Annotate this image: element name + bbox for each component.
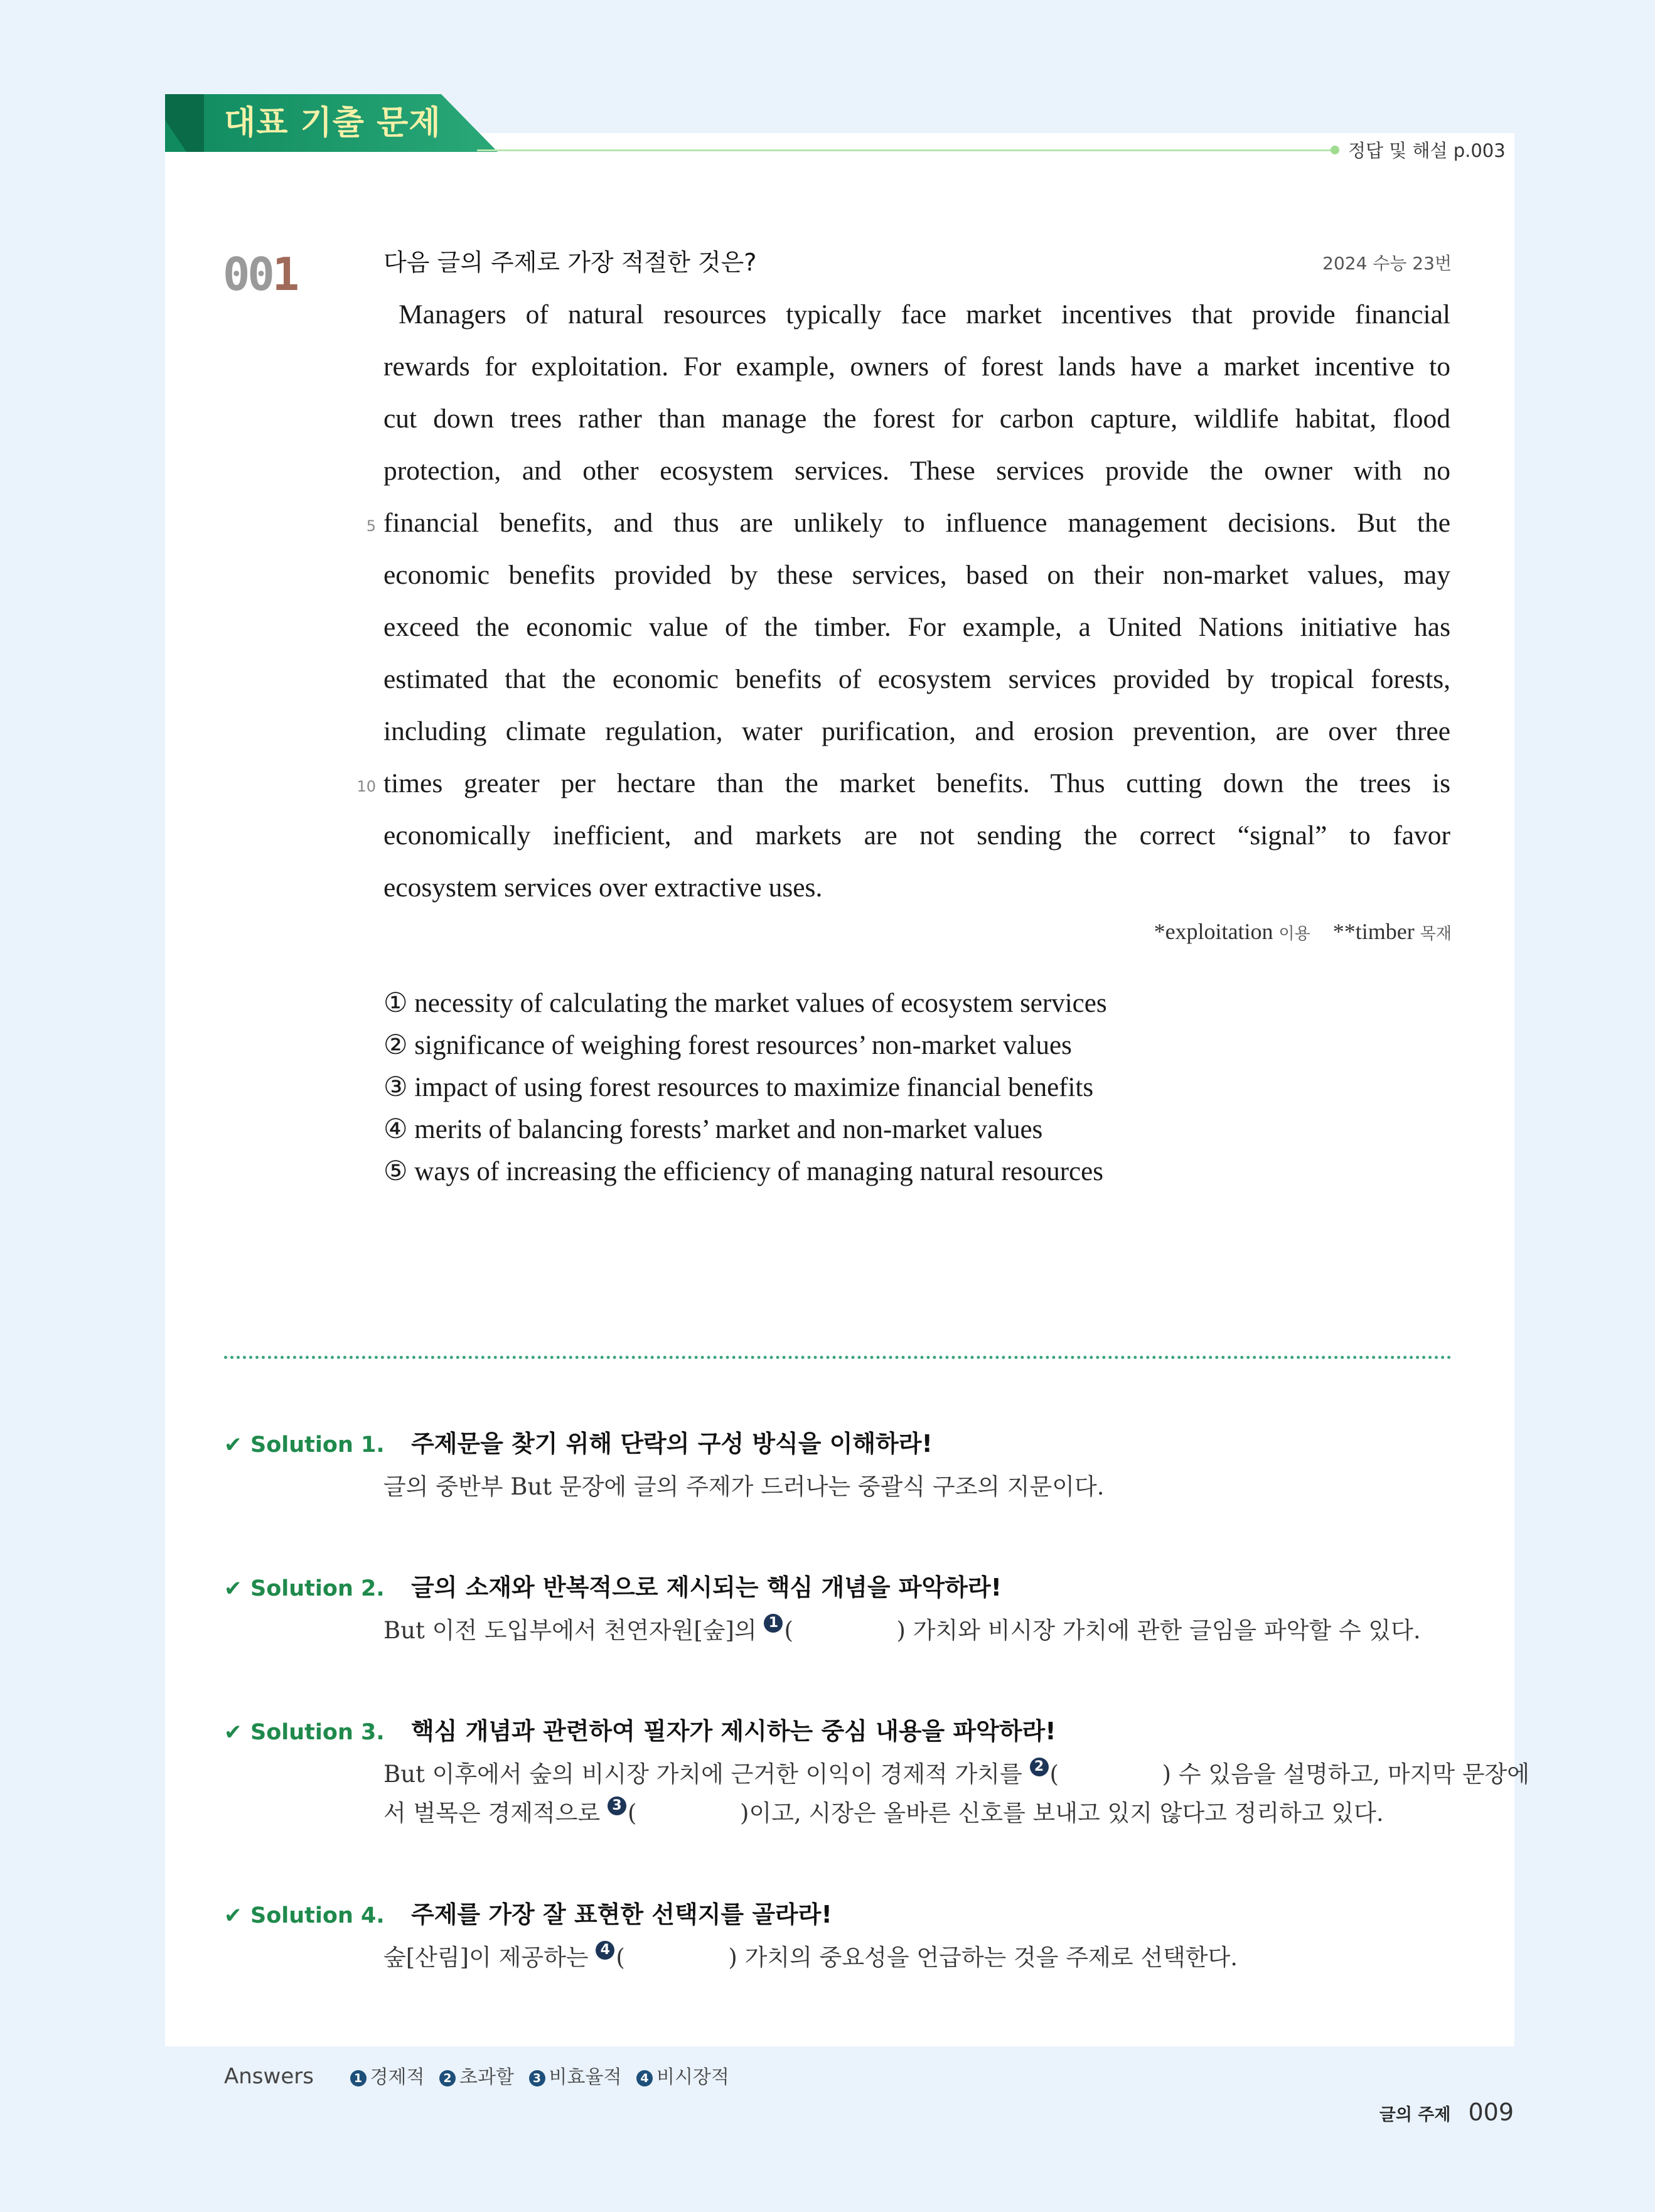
solution-text: ( ) 가치와 비시장 가치에 관한 글임을 파악할 수 있다. bbox=[784, 1617, 1421, 1644]
solution-label: Solution 3. bbox=[250, 1720, 385, 1745]
answer-number-badge: 3 bbox=[529, 2070, 545, 2086]
passage-line: rewards for exploitation. For example, owners of forest lands have a market incentive to bbox=[383, 352, 1450, 382]
question-number-prefix: 00 bbox=[223, 248, 272, 301]
solution-label: Solution 2. bbox=[250, 1576, 385, 1601]
line-number-5: 5 bbox=[366, 517, 376, 535]
solution-text: But 이후에서 숲의 비시장 가치에 근거한 이익이 경제적 가치를 bbox=[383, 1761, 1030, 1788]
answers-row bbox=[224, 2064, 738, 2090]
answer-number-badge: 2 bbox=[439, 2070, 456, 2086]
solution-1 bbox=[224, 1425, 1452, 1506]
solution-body-line bbox=[383, 1755, 1530, 1794]
solution-header bbox=[224, 1569, 1452, 1606]
footnote-meaning: 목재 bbox=[1420, 925, 1452, 943]
solution-label: Solution 1. bbox=[250, 1432, 385, 1458]
solution-4 bbox=[224, 1896, 1452, 1977]
question-source: 2024 수능 23번 bbox=[1322, 253, 1452, 274]
answer-number-badge: 1 bbox=[350, 2070, 367, 2086]
solution-header bbox=[224, 1712, 1452, 1750]
solution-text: 숲[산림]이 제공하는 bbox=[383, 1944, 596, 1971]
solution-body bbox=[383, 1611, 1452, 1650]
dotted-divider bbox=[224, 1356, 1452, 1359]
solution-text: ( )이고, 시장은 올바른 신호를 보내고 있지 않다고 정리하고 있다. bbox=[627, 1800, 1384, 1827]
solution-text: But 이전 도입부에서 천연자원[숲]의 bbox=[383, 1617, 764, 1644]
solution-text: ( ) 가치의 중요성을 언급하는 것을 주제로 선택한다. bbox=[616, 1944, 1238, 1971]
page-footer bbox=[1379, 2097, 1514, 2131]
answer-item bbox=[350, 2066, 425, 2088]
blank-number-badge: 3 bbox=[608, 1796, 626, 1815]
header-rule-dot bbox=[1331, 146, 1339, 154]
solution-label: Solution 4. bbox=[250, 1903, 385, 1928]
passage-line: protection, and other ecosystem services. These services provide the owner with no bbox=[383, 456, 1450, 486]
solution-body bbox=[383, 1755, 1530, 1833]
passage-line: financial benefits, and thus are unlikely to influence management decisions. But the bbox=[383, 508, 1450, 538]
question-prompt: 다음 글의 주제로 가장 적절한 것은? bbox=[383, 249, 757, 276]
passage-line: estimated that the economic benefits of ecosystem services provided by tropical forests, bbox=[383, 664, 1450, 694]
passage-line: ecosystem services over extractive uses. bbox=[383, 872, 823, 903]
solution-text: ( ) 수 있음을 설명하고, 마지막 문장에 bbox=[1049, 1761, 1530, 1788]
answers-label: Answers bbox=[224, 2064, 314, 2089]
passage-line: times greater per hectare than the market benefits. Thus cutting down the trees is bbox=[383, 768, 1450, 798]
choice-3[interactable]: ③ impact of using forest resources to maximize financial benefits bbox=[383, 1073, 1094, 1102]
answer-text: 경제적 bbox=[370, 2066, 425, 2088]
solution-header bbox=[224, 1896, 1452, 1933]
passage-line: including climate regulation, water purification, and erosion prevention, are over three bbox=[383, 716, 1450, 746]
answer-number-badge: 4 bbox=[636, 2070, 653, 2086]
passage-line: cut down trees rather than manage the forest for carbon capture, wildlife habitat, flood bbox=[383, 404, 1450, 434]
solution-header bbox=[224, 1425, 1452, 1463]
answer-item bbox=[439, 2066, 514, 2088]
solution-2 bbox=[224, 1569, 1452, 1650]
check-icon: ✔ bbox=[224, 1576, 242, 1601]
footer-section: 글의 주제 bbox=[1379, 2105, 1451, 2125]
footnote-term: **timber bbox=[1332, 919, 1415, 944]
footnote-term: *exploitation bbox=[1154, 919, 1273, 944]
question-number bbox=[223, 246, 297, 303]
solution-title: 주제를 가장 잘 표현한 선택지를 골라라! bbox=[411, 1901, 832, 1928]
blank-number-badge: 2 bbox=[1030, 1758, 1049, 1776]
choice-4[interactable]: ④ merits of balancing forests’ market and non-market values bbox=[383, 1115, 1043, 1144]
section-title: 대표 기출 문제 bbox=[224, 104, 441, 142]
passage-line: exceed the economic value of the timber. For example, a United Nations initiative has bbox=[383, 612, 1450, 642]
answer-text: 비효율적 bbox=[549, 2066, 622, 2088]
choice-2[interactable]: ② significance of weighing forest resources’ non-market values bbox=[383, 1031, 1072, 1060]
answer-text: 비시장적 bbox=[656, 2066, 729, 2088]
blank-number-badge: 1 bbox=[764, 1614, 783, 1633]
choice-1[interactable]: ① necessity of calculating the market values of ecosystem services bbox=[383, 989, 1107, 1018]
passage-line: economically inefficient, and markets are not sending the correct “signal” to favor bbox=[383, 820, 1450, 851]
answer-text: 초과할 bbox=[459, 2066, 514, 2088]
solution-title: 핵심 개념과 관련하여 필자가 제시하는 중심 내용을 파악하라! bbox=[411, 1717, 1056, 1745]
header-notch bbox=[165, 94, 204, 152]
solution-body-line bbox=[383, 1794, 1452, 1833]
solution-title: 주제문을 찾기 위해 단락의 구성 방식을 이해하라! bbox=[411, 1430, 933, 1458]
answer-item bbox=[529, 2066, 622, 2088]
footnote-meaning: 이용 bbox=[1278, 925, 1310, 943]
passage-line: Managers of natural resources typically face market incentives that provide financial bbox=[399, 299, 1450, 330]
page-number: 009 bbox=[1468, 2098, 1514, 2126]
solution-3 bbox=[224, 1712, 1530, 1833]
footnotes bbox=[1154, 916, 1452, 949]
answer-reference: 정답 및 해설 p.003 bbox=[1348, 140, 1506, 161]
solution-body: 글의 중반부 But 문장에 글의 주제가 드러나는 중괄식 구조의 지문이다. bbox=[383, 1473, 1105, 1500]
solution-title: 글의 소재와 반복적으로 제시되는 핵심 개념을 파악하라! bbox=[411, 1574, 1002, 1601]
question-number-last: 1 bbox=[272, 248, 297, 301]
solution-body bbox=[383, 1938, 1452, 1977]
check-icon: ✔ bbox=[224, 1720, 242, 1745]
passage-line: economic benefits provided by these services, based on their non-market values, may bbox=[383, 560, 1450, 590]
blank-number-badge: 4 bbox=[596, 1941, 614, 1960]
check-icon: ✔ bbox=[224, 1432, 242, 1458]
answer-choices bbox=[383, 982, 1107, 1193]
header-rule bbox=[477, 149, 1334, 151]
choice-5[interactable]: ⑤ ways of increasing the efficiency of managing natural resources bbox=[383, 1157, 1103, 1186]
line-number-10: 10 bbox=[356, 778, 376, 795]
answer-item bbox=[636, 2066, 729, 2088]
solution-text: 서 벌목은 경제적으로 bbox=[383, 1800, 608, 1827]
check-icon: ✔ bbox=[224, 1903, 242, 1928]
